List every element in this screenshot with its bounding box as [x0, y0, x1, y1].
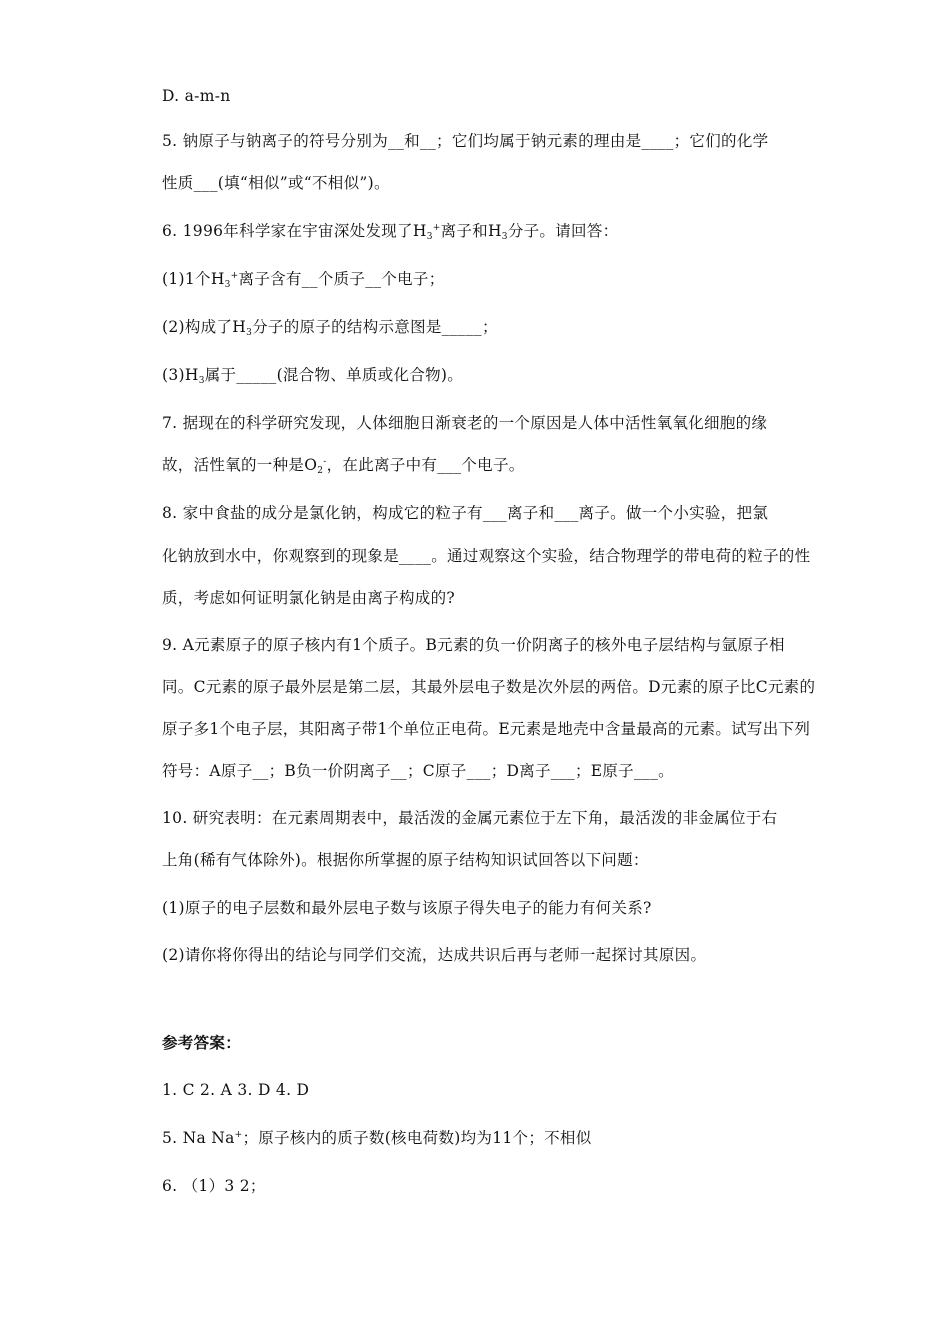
question-6-part-2: (2)构成了H3分子的原子的结构示意图是_____；: [162, 318, 498, 338]
question-6: 6. 1996年科学家在宇宙深处发现了H3+离子和H3分子。请回答：: [162, 222, 619, 242]
question-10-part-2: (2)请你将你得出的结论与同学们交流，达成共识后再与老师一起探讨其原因。: [162, 946, 707, 964]
question-10-part-1: (1)原子的电子层数和最外层电子数与该原子得失电子的能力有何关系?: [162, 899, 652, 917]
answer-6: 6. （1）3 2；: [162, 1177, 266, 1195]
question-9-line-4: 符号：A原子__；B负一价阴离子__；C原子___；D离子___；E原子___。: [162, 762, 674, 780]
question-7-line-2: 故，活性氧的一种是O2-，在此离子中有___个电子。: [162, 456, 525, 476]
question-9-line-1: 9. A元素原子的原子核内有1个质子。B元素的负一价阴离子的核外电子层结构与氩原子相: [162, 636, 785, 654]
option-d: D. a-m-n: [162, 87, 231, 105]
question-8-line-3: 质，考虑如何证明氯化钠是由离子构成的?: [162, 589, 456, 607]
question-9-line-3: 原子多1个电子层，其阳离子带1个单位正电荷。E元素是地壳中含量最高的元素。试写出下列: [162, 720, 811, 738]
question-10-line-1: 10. 研究表明：在元素周期表中，最活泼的金属元素位于左下角，最活泼的非金属位于右: [162, 809, 778, 827]
answer-5: 5. Na Na+；原子核内的质子数(核电荷数)均为11个；不相似: [162, 1129, 592, 1147]
question-5-line-2: 性质___(填“相似”或“不相似”)。: [162, 174, 390, 192]
answers-heading: 参考答案：: [162, 1033, 242, 1052]
answers-1-4: 1. C 2. A 3. D 4. D: [162, 1081, 310, 1099]
question-9-line-2: 同。C元素的原子最外层是第二层，其最外层电子数是次外层的两倍。D元素的原子比C元素的: [162, 678, 816, 696]
question-10-line-2: 上角(稀有气体除外)。根据你所掌握的原子结构知识试回答以下问题：: [162, 851, 649, 869]
question-8-line-2: 化钠放到水中，你观察到的现象是____。通过观察这个实验，结合物理学的带电荷的粒子的性: [162, 547, 811, 565]
question-7-line-1: 7. 据现在的科学研究发现，人体细胞日渐衰老的一个原因是人体中活性氧氧化细胞的缘: [162, 414, 768, 432]
question-6-part-3: (3)H3属于_____(混合物、单质或化合物)。: [162, 366, 464, 386]
question-8-line-1: 8. 家中食盐的成分是氯化钠，构成它的粒子有___离子和___离子。做一个小实验，把氯: [162, 504, 769, 522]
question-5-line-1: 5. 钠原子与钠离子的符号分别为__和__；它们均属于钠元素的理由是____；它们的化学: [162, 132, 769, 150]
question-6-part-1: (1)1个H3+离子含有__个质子__个电子；: [162, 270, 445, 290]
